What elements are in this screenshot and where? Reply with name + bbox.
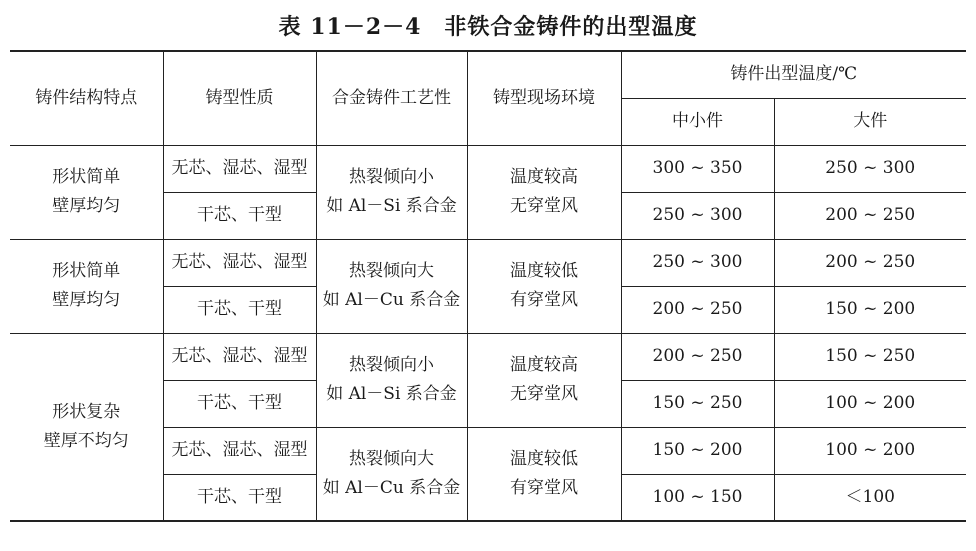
alloy-line: 如 Al－Si 系合金 [326,196,457,216]
mold-cell: 干芯、干型 [163,380,316,427]
structure-cell [10,333,163,521]
header-small-medium: 中小件 [621,98,774,145]
environment-cell [467,333,621,427]
structure-line: 壁厚均匀 [52,196,121,216]
alloy-cell [316,145,467,239]
structure-line: 形状简单 [52,167,121,187]
mold-cell: 无芯、湿芯、湿型 [163,239,316,286]
environment-line: 温度较低 [510,448,578,469]
temp-small-cell: 300 ~ 350 [621,145,774,192]
mold-cell: 干芯、干型 [163,192,316,239]
temp-small-cell: 250 ~ 300 [621,192,774,239]
alloy-line: 热裂倾向小 [349,355,434,375]
alloy-line: 热裂倾向大 [349,448,434,469]
header-environment: 铸型现场环境 [467,51,621,145]
temp-small-cell: 150 ~ 200 [621,427,774,474]
alloy-line: 如 Al－Si 系合金 [326,384,457,404]
temp-small-cell: 100 ~ 150 [621,474,774,521]
environment-line: 有穿堂风 [510,477,578,498]
environment-line: 温度较高 [510,355,578,375]
environment-cell [467,239,621,333]
environment-cell [467,145,621,239]
casting-temperature-table [10,50,966,522]
temp-small-cell: 250 ~ 300 [621,239,774,286]
mold-cell: 无芯、湿芯、湿型 [163,427,316,474]
temp-large-cell: 100 ~ 200 [774,380,966,427]
header-large: 大件 [774,98,966,145]
environment-line: 无穿堂风 [510,384,578,404]
structure-line: 壁厚不均匀 [43,430,129,451]
structure-cell [10,145,163,239]
mold-cell: 无芯、湿芯、湿型 [163,145,316,192]
alloy-line: 热裂倾向小 [349,167,434,187]
alloy-cell [316,427,467,521]
structure-line: 形状复杂 [52,401,121,422]
temp-large-cell: 200 ~ 250 [774,239,966,286]
temp-large-cell: 100 ~ 200 [774,427,966,474]
table-title: 表 11－2－4 非铁合金铸件的出型温度 [278,14,698,40]
environment-cell [467,427,621,521]
structure-line: 壁厚均匀 [52,290,121,310]
temp-large-cell: ＜100 [774,474,966,521]
alloy-line: 热裂倾向大 [349,261,434,281]
temp-small-cell: 150 ~ 250 [621,380,774,427]
environment-line: 温度较高 [510,167,578,187]
alloy-line: 如 Al－Cu 系合金 [322,477,461,498]
environment-line: 有穿堂风 [510,290,578,310]
alloy-cell [316,239,467,333]
mold-cell: 无芯、湿芯、湿型 [163,333,316,380]
mold-cell: 干芯、干型 [163,474,316,521]
environment-line: 温度较低 [510,261,578,281]
alloy-line: 如 Al－Cu 系合金 [322,290,461,310]
header-temperature: 铸件出型温度/℃ [621,51,966,98]
structure-line: 形状简单 [52,261,121,281]
mold-cell: 干芯、干型 [163,286,316,333]
temp-large-cell: 200 ~ 250 [774,192,966,239]
alloy-cell [316,333,467,427]
temp-large-cell: 250 ~ 300 [774,145,966,192]
header-mold-type: 铸型性质 [163,51,316,145]
header-alloy-process: 合金铸件工艺性 [316,51,467,145]
temp-small-cell: 200 ~ 250 [621,286,774,333]
temp-large-cell: 150 ~ 250 [774,333,966,380]
structure-cell [10,239,163,333]
environment-line: 无穿堂风 [510,196,578,216]
temp-small-cell: 200 ~ 250 [621,333,774,380]
header-structure: 铸件结构特点 [10,51,163,145]
temp-large-cell: 150 ~ 200 [774,286,966,333]
